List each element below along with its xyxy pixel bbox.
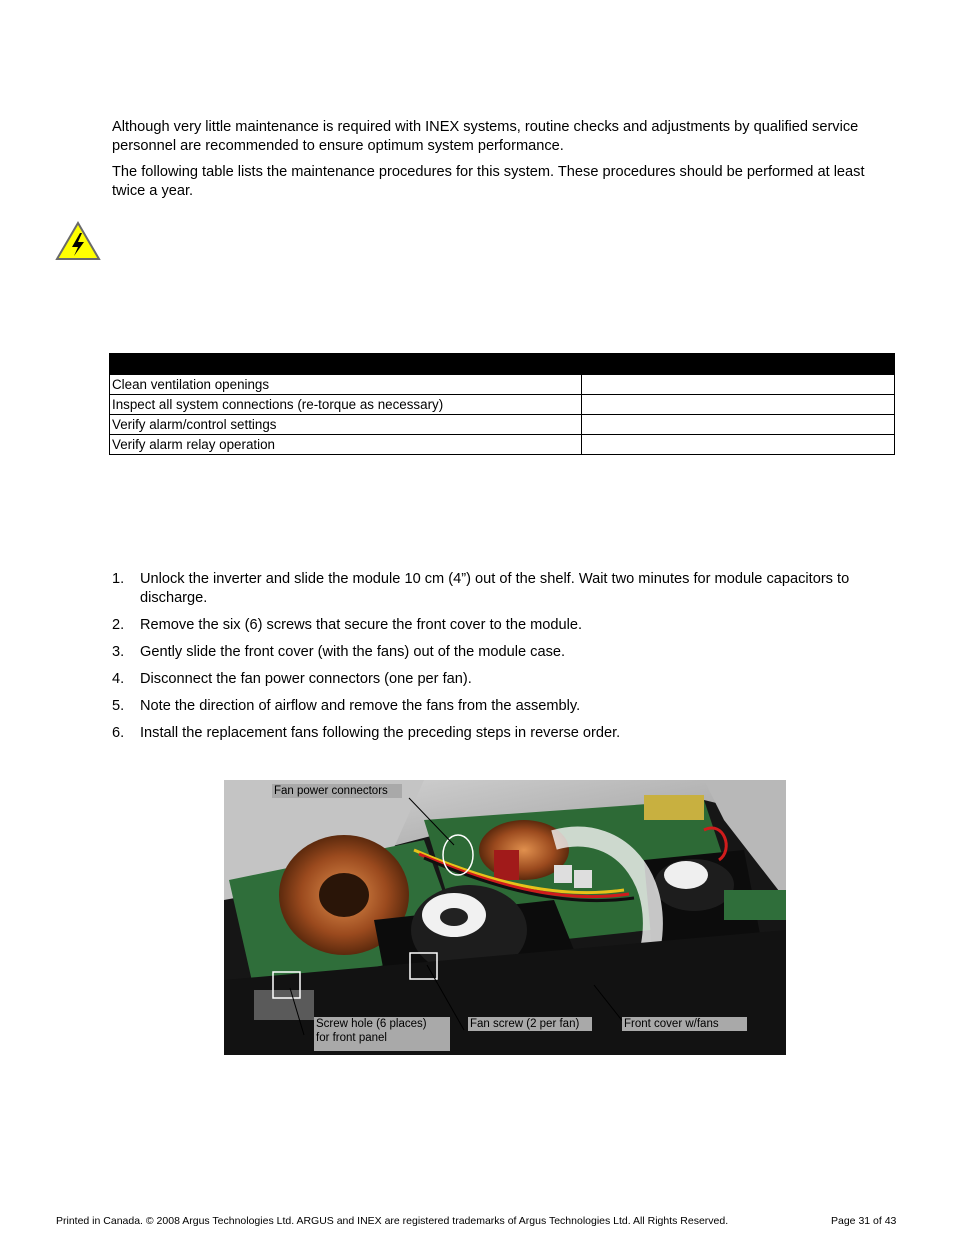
table-row (110, 415, 895, 435)
table-header-row (110, 354, 895, 375)
module-fan-photo (224, 780, 786, 1055)
frequency-cell (582, 375, 895, 395)
list-item: 4. Disconnect the fan power connectors (one per fan). (112, 670, 472, 687)
callout-screw-hole: Screw hole (6 places) for front panel (314, 1017, 450, 1051)
high-voltage-warning-icon (55, 221, 101, 261)
list-item: 2. Remove the six (6) screws that secure the front cover to the module. (112, 616, 583, 633)
frequency-cell (582, 415, 895, 435)
fan-replacement-steps (112, 570, 887, 751)
intro-paragraph-2: The following table lists the maintenance procedures for this system. These procedures should be performed at least twice a year. (112, 164, 865, 199)
frequency-cell (582, 395, 895, 415)
procedure-cell: Verify alarm/control settings (110, 415, 582, 435)
photo-illustration (224, 780, 786, 1055)
callout-fan-power-connectors: Fan power connectors (272, 784, 402, 798)
frequency-cell (582, 435, 895, 455)
footer-copyright: Printed in Canada. © 2008 Argus Technologies Ltd. ARGUS and INEX are registered trademarks of Argus Technologies Ltd. All Rights Reserved. (56, 1215, 729, 1227)
callout-fan-screw: Fan screw (2 per fan) (468, 1017, 592, 1031)
maintenance-table (109, 353, 895, 455)
procedure-cell: Inspect all system connections (re-torque as necessary) (110, 395, 582, 415)
list-item: 5. Note the direction of airflow and remove the fans from the assembly. (112, 697, 581, 714)
footer-page-number: Page 31 of 43 (831, 1215, 897, 1227)
intro-paragraph-1: Although very little maintenance is required with INEX systems, routine checks and adjustments by qualified service personnel are recommended to ensure optimum system performance. (112, 119, 859, 154)
table-row (110, 395, 895, 415)
procedure-cell: Clean ventilation openings (110, 375, 582, 395)
table-row (110, 435, 895, 455)
list-item: 6. Install the replacement fans following the preceding steps in reverse order. (112, 724, 621, 741)
list-item: 3. Gently slide the front cover (with the fans) out of the module case. (112, 643, 566, 660)
callout-front-cover: Front cover w/fans (622, 1017, 747, 1031)
table-row (110, 375, 895, 395)
list-item: 1. Unlock the inverter and slide the module 10 cm (4”) out of the shelf. Wait two minutes for module capacitors to discharge. (112, 571, 850, 606)
procedure-cell: Verify alarm relay operation (110, 435, 582, 455)
